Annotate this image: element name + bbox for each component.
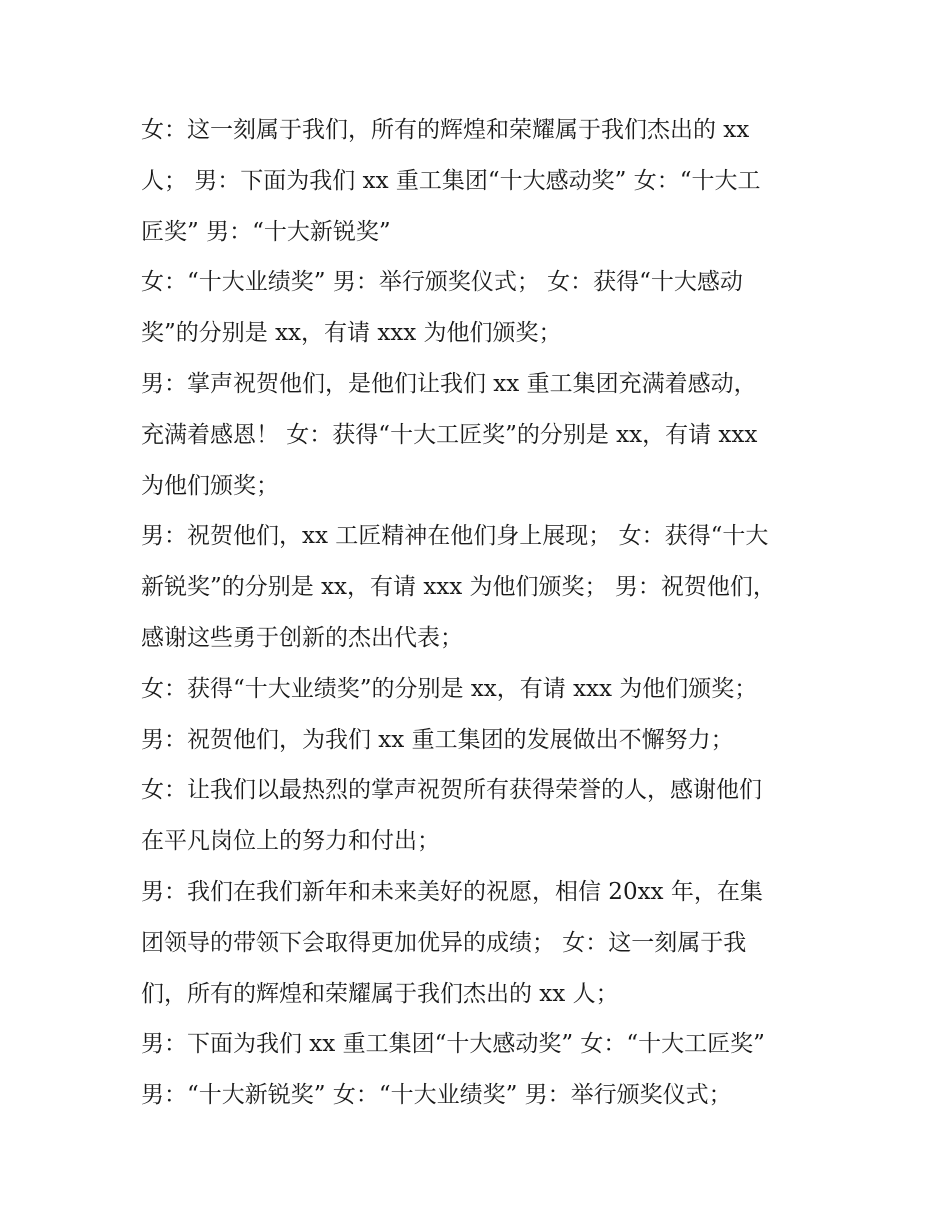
text-line: 人； 男：下面为我们 xx 重工集团“十大感动奖” 女：“十大工: [141, 167, 761, 194]
text-line: 女：这一刻属于我们，所有的辉煌和荣耀属于我们杰出的 xx: [141, 117, 750, 143]
text-line: 男：我们在我们新年和未来美好的祝愿，相信 20xx 年，在集: [141, 878, 763, 905]
text-line: 新锐奖”的分别是 xx，有请 xxx 为他们颁奖； 男：祝贺他们，: [141, 574, 776, 601]
text-line: 匠奖” 男：“十大新锐奖”: [141, 218, 391, 245]
text-line: 女：“十大业绩奖” 男：举行颁奖仪式； 女：获得“十大感动: [141, 269, 743, 296]
text-line: 女：让我们以最热烈的掌声祝贺所有获得荣誉的人，感谢他们: [141, 777, 762, 804]
text-line: 在平凡岗位上的努力和付出；: [141, 828, 440, 855]
text-line: 男：祝贺他们，为我们 xx 重工集团的发展做出不懈努力；: [141, 726, 734, 753]
text-line: 充满着感恩！ 女：获得“十大工匠奖”的分别是 xx，有请 xxx: [141, 421, 758, 448]
text-line: 男：“十大新锐奖” 女：“十大业绩奖” 男：举行颁奖仪式；: [141, 1082, 732, 1109]
text-line: 团领导的带领下会取得更加优异的成绩； 女：这一刻属于我: [141, 929, 747, 956]
text-line: 男：下面为我们 xx 重工集团“十大感动奖” 女：“十大工匠奖”: [141, 1031, 765, 1058]
document-body: [141, 105, 821, 1121]
text-line: 感谢这些勇于创新的杰出代表；: [141, 624, 463, 651]
text-line: 女：获得“十大业绩奖”的分别是 xx，有请 xxx 为他们颁奖；: [141, 675, 758, 702]
text-line: 男：掌声祝贺他们，是他们让我们 xx 重工集团充满着感动，: [141, 370, 757, 397]
text-line: 们，所有的辉煌和荣耀属于我们杰出的 xx 人；: [141, 980, 619, 1007]
text-line: 为他们颁奖；: [141, 472, 279, 499]
text-line: 男：祝贺他们，xx 工匠精神在他们身上展现； 女：获得“十大: [141, 523, 769, 550]
text-line: 奖”的分别是 xx，有请 xxx 为他们颁奖；: [141, 320, 562, 347]
